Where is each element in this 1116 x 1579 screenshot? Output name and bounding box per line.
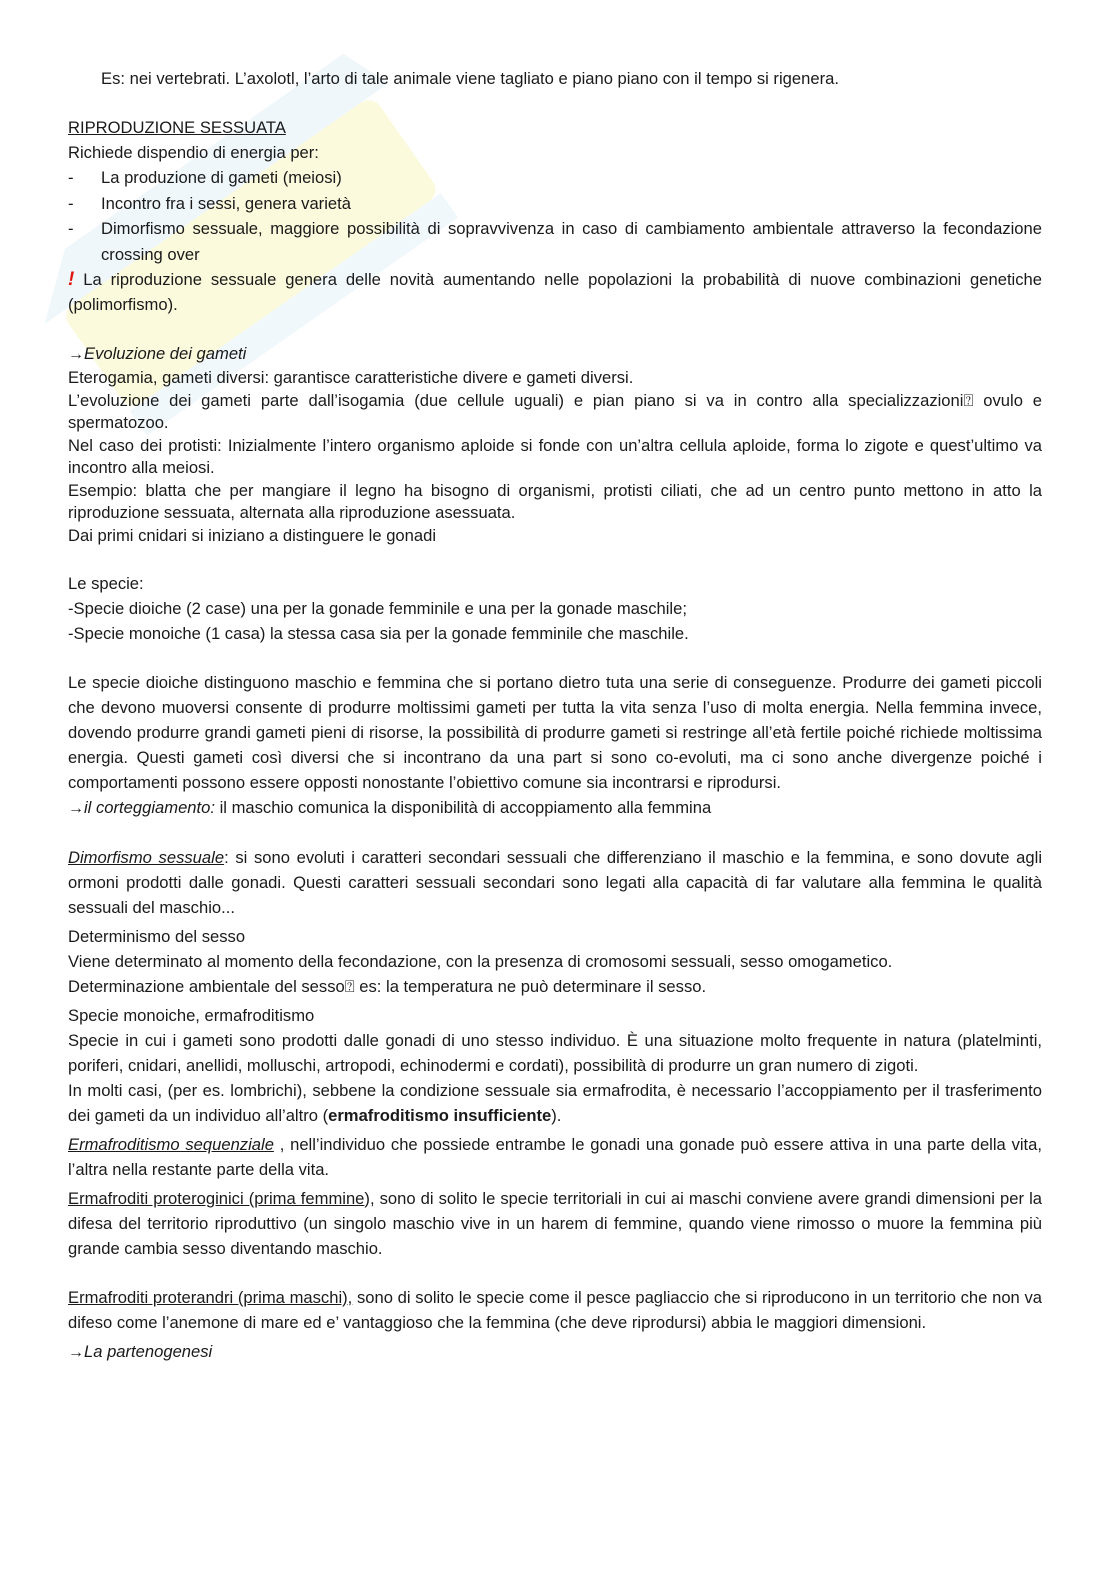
arrow-right-icon: → xyxy=(68,1344,84,1361)
evo-line: Esempio: blatta che per mangiare il legno ha bisogno di organismi, protisti ciliati, che ad un centro punto mettono in atto la riproduzione sessuata, alternata alla riproduzione asessuata. xyxy=(68,480,1042,522)
dimorfismo-paragraph xyxy=(68,845,1042,920)
subheading-evoluzione-gameti xyxy=(68,341,1042,367)
dioiche-paragraph: Le specie dioiche distinguono maschio e femmina che si portano dietro tuta una serie di conseguenze. Produrre dei gameti piccoli che devono muoversi consente di produrre moltissimi gameti per tutta la vita senza l’uso di molta energia. Nella femmina invece, dovendo produrre grandi gameti pieni di risorse, la possibilità di produrre gameti si restringe all’età fertile poiché richiede moltissima energia. Questi gameti così diversi che si incontrano da una part si sono co-evoluti, ma ci sono anche divergenze poiché i comportamenti possono essere opposti nonostante l’obiettivo comune sia incontrarsi e riprodursi. xyxy=(68,673,1042,792)
determinismo-line: Viene determinato al momento della fecondazione, con la presenza di cromosomi sessuali, sesso omogametico. xyxy=(68,952,893,971)
proterandri-paragraph xyxy=(68,1285,1042,1335)
partenogenesi-title: La partenogenesi xyxy=(84,1342,213,1361)
lombrichi-paragraph xyxy=(68,1078,1042,1128)
lombrichi-text: In molti casi, (per es. lombrichi), sebbene la condizione sessuale sia ermafrodita, è necessario l’accoppiamento per il trasferimento dei gameti da un individuo all’altro ( xyxy=(68,1081,1042,1125)
sequenziale-text: , nell’individuo che possiede entrambe le gonadi una gonade può essere attiva in una parte della vita, l’altra nella restante parte della vita. xyxy=(68,1135,1042,1179)
section-heading-text: RIPRODUZIONE SESSUATA xyxy=(68,118,286,137)
energy-list xyxy=(68,165,1042,267)
arrow-right-icon: → xyxy=(68,800,84,817)
important-note xyxy=(68,267,1042,317)
evo-line: Dai primi cnidari si iniziano a distinguere le gonadi xyxy=(68,525,437,545)
specie-line: -Specie dioiche (2 case) una per la gonade femminile e una per la gonade maschile; xyxy=(68,599,687,618)
evo-line: L’evoluzione dei gameti parte dall’isogamia (due cellule uguali) e pian piano si va in contro alla specializzazioni⍰ ovulo e spermatozoo. xyxy=(68,390,1042,432)
list-item: - Dimorfismo sessuale, maggiore possibilità di sopravvivenza in caso di cambiamento ambientale attraverso la fecondazione crossing over xyxy=(68,216,1042,267)
sequenziale-paragraph xyxy=(68,1132,1042,1182)
section-heading-riproduzione-sessuata xyxy=(68,115,1042,140)
corteggiamento-text: il maschio comunica la disponibilità di accoppiamento alla femmina xyxy=(214,798,712,817)
corteggiamento-line xyxy=(68,795,1042,821)
proterandri-title: Ermafroditi proterandri (prima maschi), xyxy=(68,1288,353,1307)
proteroginici-title: Ermafroditi proteroginici (prima femmine xyxy=(68,1189,365,1208)
lombrichi-end: ). xyxy=(551,1106,562,1125)
determinismo-line: Determinazione ambientale del sesso⍰ es: la temperatura ne può determinare il sesso. xyxy=(68,977,707,996)
list-item: - La produzione di gameti (meiosi) xyxy=(68,165,1042,191)
proteroginici-paragraph xyxy=(68,1186,1042,1261)
subheading-text: Evoluzione dei gameti xyxy=(84,344,247,363)
monoiche-heading: Specie monoiche, ermafroditismo xyxy=(68,1006,315,1025)
specie-line: -Specie monoiche (1 casa) la stessa casa sia per la gonade femminile che maschile. xyxy=(68,624,689,643)
sequenziale-title: Ermafroditismo sequenziale xyxy=(68,1135,274,1154)
energy-intro: Richiede dispendio di energia per: xyxy=(68,143,319,162)
determinismo-heading: Determinismo del sesso xyxy=(68,927,246,946)
proterandri-text: sono di solito le specie come il pesce pagliaccio che si riproducono in un territorio che non va difeso come l’anemone di mare ed e’ vantaggioso che la femmina (che deve riprodursi) abbia le maggiori dimensioni. xyxy=(68,1288,1043,1332)
evo-line: Eterogamia, gameti diversi: garantisce caratteristiche divere e gameti diversi. xyxy=(68,368,634,387)
arrow-right-icon: → xyxy=(68,346,84,363)
exclamation-icon: ! xyxy=(68,269,75,290)
axolotl-example: Es: nei vertebrati. L’axolotl, l’arto di tale animale viene tagliato e piano piano con il tempo si rigenera. xyxy=(101,69,839,88)
note-text: La riproduzione sessuale genera delle novità aumentando nelle popolazioni la probabilità di nuove combinazioni genetiche (polimorfismo). xyxy=(68,270,1042,314)
specie-line: Le specie: xyxy=(68,574,144,593)
list-item: - Incontro fra i sessi, genera varietà xyxy=(68,191,1042,217)
dimorfismo-title: Dimorfismo sessuale xyxy=(68,848,225,867)
corteggiamento-title: il corteggiamento: xyxy=(84,798,215,817)
lombrichi-bold: ermafroditismo insufficiente xyxy=(328,1106,552,1125)
dimorfismo-text: : si sono evoluti i caratteri secondari sessuali che differenziano il maschio e la femmina, e sono dovute agli ormoni prodotti dalle gonadi. Questi caratteri sessuali secondari sono legati alla capacità di far valutare alla femmina le qualità sessuali del maschio... xyxy=(68,848,1043,917)
evo-line: Nel caso dei protisti: Inizialmente l’intero organismo aploide si fonde con un’altra cellula aploide, forma lo zigote e quest’ultimo va incontro alla meiosi. xyxy=(68,435,1042,477)
proteroginici-text: ), sono di solito le specie territoriali in cui ai maschi conviene avere grandi dimensioni per la difesa del territorio riproduttivo (un singolo maschio vive in un harem di femmine, quando viene rimosso o muore la femmina più grande cambia sesso diventando maschio. xyxy=(68,1189,1042,1258)
monoiche-paragraph: Specie in cui i gameti sono prodotti dalle gonadi di uno stesso individuo. È una situazione molto frequente in natura (platelminti, poriferi, cnidari, anellidi, molluschi, artropodi, echinodermi e cordati), possibilità di produrre un gran numero di zigoti. xyxy=(68,1031,1042,1075)
document-body xyxy=(68,66,1042,1365)
partenogenesi-heading xyxy=(68,1339,1042,1365)
